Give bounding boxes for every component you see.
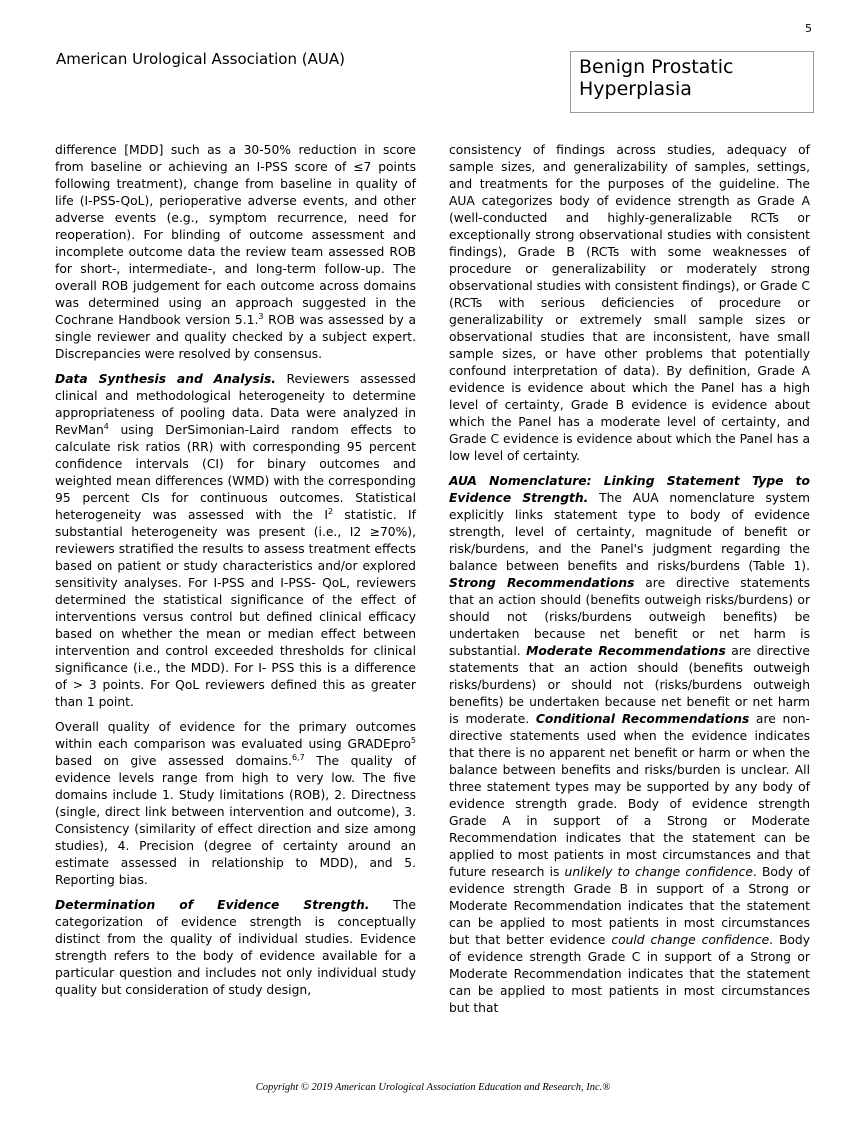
- text: The quality of evidence levels range from high to very low. The five domains include 1. Study limitations (ROB), 2. Directness (single, direct link between intervention and outcome), 3. Consistency (similarity of effect direction and size among studies), 4. Precision (degree of certainty around an estimate assessed in relationship to MDD), and 5. Reporting bias.: [55, 754, 416, 887]
- text: are non-directive statements used when the evidence indicates that there is no apparent net benefit or harm or when the balance between benefits and risks/burden is unclear. All three statement types may be supported by any body of evidence strength grade. Body of evidence strength Grade A in support of a Strong or Moderate Recommendation indicates that the statement can be applied to most patients in most circumstances and that future research is: [449, 712, 810, 879]
- text: . Body of evidence strength Grade B in support of a Strong or Moderate Recommendation indicates that the statement can be applied to most patients in most circumstances but that better evidence: [449, 865, 811, 947]
- left-column: [55, 142, 416, 1007]
- text: The categorization of evidence strength is conceptually distinct from the quality of individual studies. Evidence strength refers to the body of evidence available for a particular question and includes not only individual study quality but consideration of study design,: [55, 898, 417, 997]
- paragraph-rob-continued: [55, 142, 416, 363]
- paragraph-evidence-strength: [55, 897, 416, 999]
- text: difference [MDD] such as a 30-50% reduction in score from baseline or achieving an I-PSS score of ≤7 points following treatment), change from baseline in quality of life (I-PSS-QoL), perioperative adverse events, and other adverse events (e.g., symptom recurrence, need for reoperation). For blinding of outcome assessment and incomplete outcome data the review team assessed ROB for short-, intermediate-, and long-term follow-up. The overall ROB judgement for each outcome across domains was determined using an approach suggested in the Cochrane Handbook version 5.1.: [55, 143, 416, 327]
- text: Reviewers assessed clinical and methodological heterogeneity to determine appropriateness of pooling data. Data were analyzed in RevMan: [55, 372, 416, 437]
- emphasis: could change confidence: [611, 933, 770, 947]
- text: ROB was assessed by a single reviewer and quality checked by a subject expert. Discrepancies were resolved by consensus.: [55, 313, 417, 361]
- text: based on give assessed domains.: [55, 754, 292, 768]
- paragraph-data-synthesis: [55, 371, 416, 711]
- paragraph-quality-of-evidence: [55, 719, 416, 889]
- emphasis: unlikely to change confidence: [564, 865, 753, 879]
- citation: 5: [410, 735, 416, 745]
- text: statistic. If substantial heterogeneity was present (i.e., I2 ≥70%), reviewers stratified the results to assess treatment effects based on patient or study characteristics and/or explored sensitivity analyses. For I-PSS and I-PSS- QoL, reviewers determined the statistical significance of the effect of interventions versus control but defined clinical efficacy based on whether the mean or median effect between intervention and control exceeded thresholds for clinical significance (i.e., the MDD). For I- PSS this is a difference of > 3 points. For QoL reviewers defined this as greater than 1 point.: [55, 508, 416, 709]
- section-heading: Determination of Evidence Strength.: [55, 898, 370, 912]
- text: are directive statements that an action should (benefits outweigh risks/burdens) or should not (risks/burdens outweigh benefits) be undertaken because net benefit or net harm is substantial.: [449, 576, 810, 658]
- title-line-1: Benign Prostatic: [579, 56, 734, 78]
- page-number: 5: [805, 22, 812, 35]
- document-title-box: [570, 51, 814, 113]
- superscript: 2: [327, 506, 334, 516]
- term-strong-recommendations: Strong Recommendations: [449, 576, 635, 590]
- text: Overall quality of evidence for the primary outcomes within each comparison was evaluated using GRADEpro: [55, 720, 416, 751]
- paragraph-nomenclature: [449, 473, 810, 1017]
- citation: 3: [258, 311, 264, 321]
- text: . Body of evidence strength Grade C in support of a Strong or Moderate Recommendation indicates that the statement can be applied to most patients in most circumstances but that: [449, 933, 810, 1015]
- term-moderate-recommendations: Moderate Recommendations: [526, 644, 726, 658]
- paragraph-evidence-grades: consistency of findings across studies, adequacy of sample sizes, and generalizability of samples, settings, and treatments for the purposes of the guideline. The AUA categorizes body of evidence strength as Grade A (well-conducted and highly-generalizable RCTs or exceptionally strong observational studies with consistent findings), Grade B (RCTs with some weaknesses of procedure or generalizability or moderately strong observational studies with consistent findings), or Grade C (RCTs with serious deficiencies of procedure or generalizability or extremely small sample sizes or observational studies that are inconsistent, have small sample sizes, or have other problems that potentially confound interpretation of data). By definition, Grade A evidence is evidence about which the Panel has a high level of certainty, Grade B evidence is evidence about which the Panel has a moderate level of certainty, and Grade C evidence is evidence about which the Panel has a low level of certainty.: [449, 143, 810, 463]
- text: using DerSimonian-Laird random effects to calculate risk ratios (RR) with corresponding 95 percent confidence intervals (CI) for binary outcomes and weighted mean differences (WMD) with the corresponding 95 percent CIs for continuous outcomes. Statistical heterogeneity was assessed with the I: [55, 423, 416, 522]
- text: The AUA nomenclature system explicitly links statement type to body of evidence strength, level of certainty, magnitude of benefit or risk/burdens, and the Panel's judgment regarding the balance between benefits and risks/burdens (Table 1).: [449, 491, 810, 573]
- citation: 6,7: [291, 752, 305, 762]
- term-conditional-recommendations: Conditional Recommendations: [535, 712, 750, 726]
- organization-name: American Urological Association (AUA): [56, 50, 345, 68]
- citation: 4: [103, 421, 109, 431]
- section-heading: Data Synthesis and Analysis.: [55, 372, 276, 386]
- title-line-2: Hyperplasia: [579, 78, 692, 100]
- right-column: [449, 142, 810, 1025]
- footer-copyright: Copyright © 2019 American Urological Association Education and Research, Inc.®: [255, 1082, 611, 1093]
- section-heading: AUA Nomenclature: Linking Statement Type to Evidence Strength.: [449, 474, 810, 505]
- text: are directive statements that an action should (benefits outweigh risks/burdens) or should not (risks/burdens outweigh benefits) be undertaken because net benefit or net harm is moderate.: [449, 644, 811, 726]
